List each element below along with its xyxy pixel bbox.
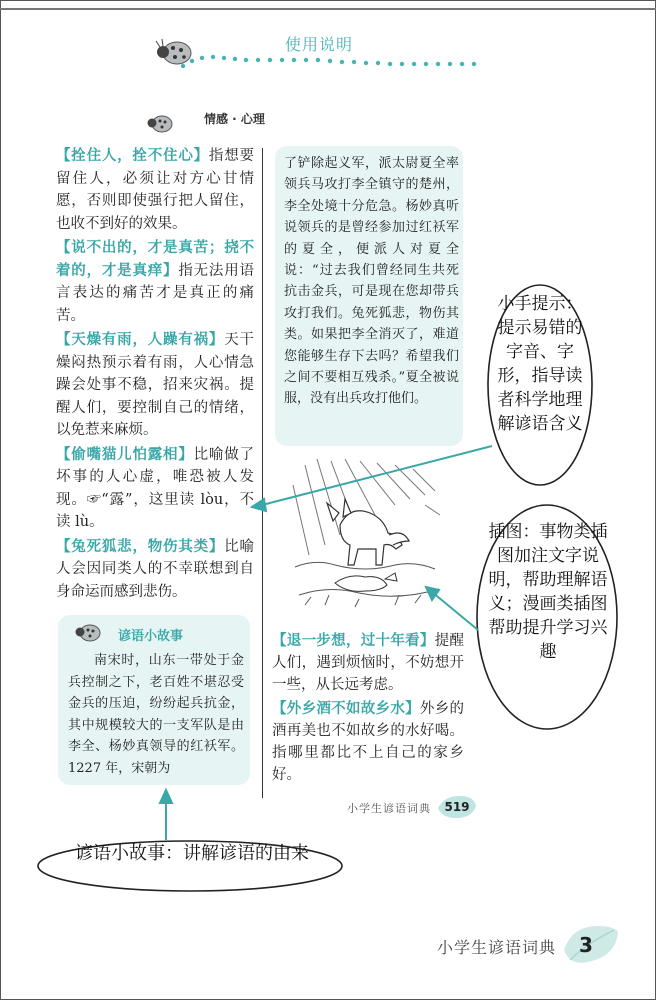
tip-arrow: [262, 446, 492, 505]
story-title: 谚语小故事: [118, 629, 184, 644]
entry-term: 【偷嘴猫儿怕露相】: [56, 445, 194, 463]
entry-term: 【兔死狐悲，物伤其类】: [56, 537, 225, 555]
section-label: 情感 · 心理: [204, 112, 265, 126]
entry-term: 【外乡酒不如故乡水】: [272, 700, 420, 717]
illustration-arrowhead: [426, 587, 439, 600]
entry-definition: 天干燥闷热预示着有雨，人心情急躁会处事不稳，招来灾祸。提醒人们，要控制自己的情绪，以免惹来麻烦。: [56, 332, 255, 438]
entry-definition: 提醒人们，遇到烦恼时，不妨想开一些，从长远考虑。: [272, 633, 465, 693]
story-arrowhead: [160, 790, 172, 803]
footer-book-title: 小学生谚语词典: [437, 938, 557, 957]
entry-term: 【天燥有雨，人躁有祸】: [56, 331, 225, 348]
entry-term: 【拴住人，拴不住心】: [56, 147, 209, 164]
entry-definition: 比喻人会因同类人的不幸联想到自身命运而感到悲伤。: [56, 538, 255, 600]
tip-arrowhead: [252, 499, 266, 511]
entry-definition: 外乡的酒再美也不如故乡的水好喝。指哪里都比不上自己的家乡好。: [272, 701, 465, 783]
inner-footer-title: 小学生谚语词典: [347, 802, 431, 815]
tip-callout-text: 小手提示：提示易错的字音、字形，指导读者科学地理解谚语含义: [497, 294, 583, 434]
illustration-arrow: [432, 592, 478, 630]
entry-definition: 指想要留住人，必须让对方心甘情愿，否则即使强行把人留住，也收不到好的效果。: [56, 148, 255, 232]
entry-term: 【退一步想，过十年看】: [272, 632, 435, 649]
story-continued-text: 了铲除起义军，派太尉夏全率领兵马攻打李全镇守的楚州，李全处境十分危急。杨妙真听说领兵的是曾经参加过红袄军的夏全，便派人对夏全说：“过去我们曾经同生共死抗击金兵，可是现在您却带兵攻打我们。兔死狐悲，物伤其类。如果把李全消灭了，难道您能够生存下去吗？希望我们之间不要相互残杀。”夏全被说服，没有出兵攻打他们。: [284, 156, 459, 407]
story-callout-text: 谚语小故事：讲解谚语的由来: [75, 843, 309, 864]
footer-page-number: 3: [579, 933, 593, 957]
illustration-callout-text: 插图：事物类插图加注文字说明，帮助理解语义；漫画类插图帮助提升学习兴趣: [488, 522, 608, 662]
inner-page-number: 519: [444, 800, 470, 814]
entry-definition: 指无法用语言表达的痛苦才是真正的痛苦。: [56, 262, 255, 324]
story-text: 南宋时，山东一带处于金兵控制之下，老百姓不堪忍受金兵的压迫，纷纷起兵抗金，其中规模较大的一支军队是由李全、杨妙真领导的红袄军。1227 年，宋朝为: [68, 653, 244, 776]
entry-term: 【说不出的，才是真苦；挠不着的，才是真痒】: [56, 239, 254, 279]
page-title: 使用说明: [285, 35, 354, 54]
entry-definition: 比喻做了坏事的人心虚，唯恐被人发现。☞“露”，这里读 lòu，不读 lù。: [56, 446, 254, 530]
